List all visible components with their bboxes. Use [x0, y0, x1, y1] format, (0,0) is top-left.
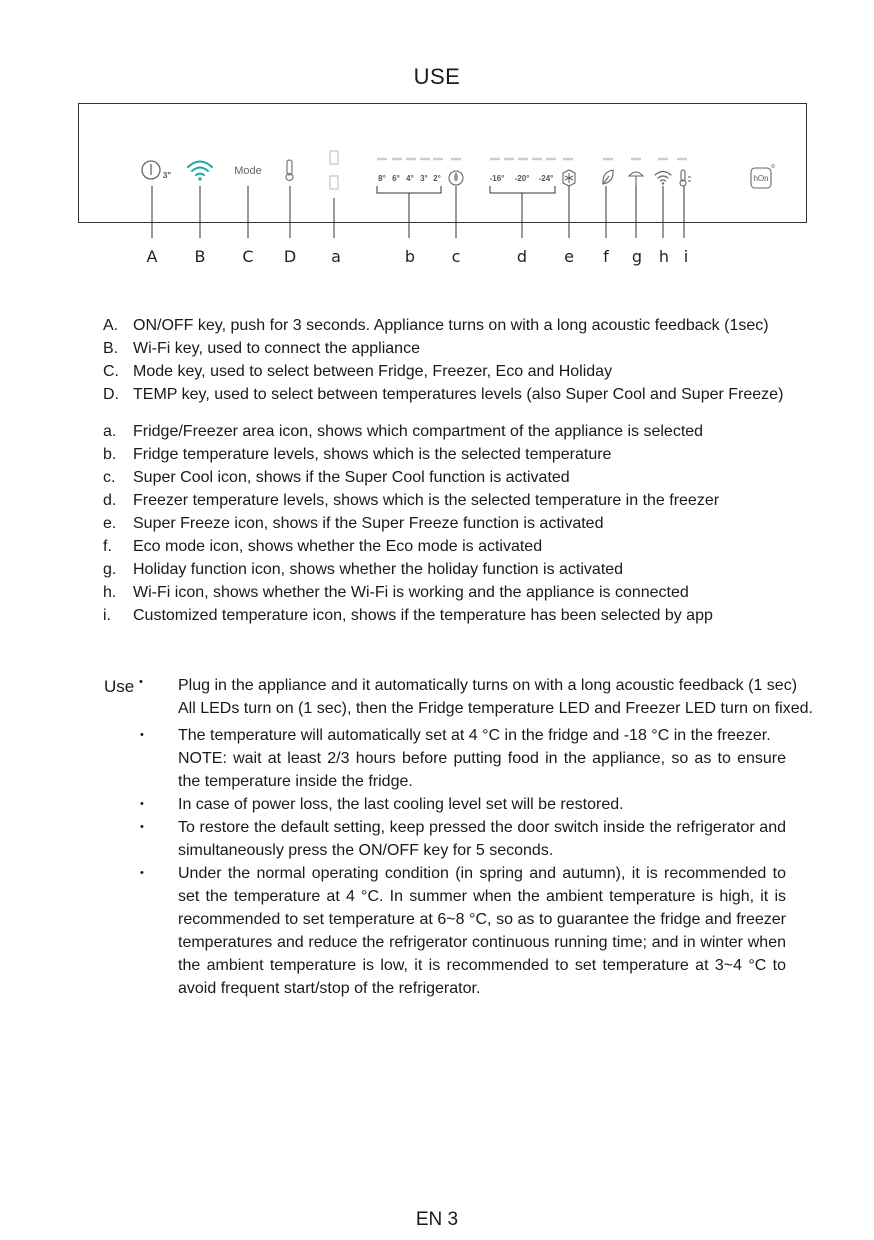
page-number: EN 3 [415, 1209, 459, 1230]
callout-letter: e [564, 247, 574, 266]
item-key: d. [103, 492, 117, 509]
item-text: All LEDs turn on (1 sec), then the Fridge temperature LED and Freezer LED turn on fixed. [178, 700, 813, 717]
compartment-icon [330, 151, 338, 189]
bullet: • [140, 729, 144, 741]
keys-legend [103, 314, 783, 406]
hon-logo-text: hOn [753, 174, 769, 183]
item-text: ON/OFF key, push for 3 seconds. Appliance turns on with a long acoustic feedback (1sec) [133, 317, 769, 334]
bullet: • [140, 821, 144, 833]
callout-letter: d [516, 247, 528, 266]
list-item [103, 535, 719, 558]
thermometer-icon [286, 160, 293, 181]
item-key: g. [103, 561, 117, 578]
list-item [140, 674, 850, 720]
page-title: USE [413, 64, 461, 89]
item-key: e. [103, 515, 117, 532]
list-item [140, 862, 850, 1000]
power-icon [142, 161, 160, 179]
fridge-temp-label: 8° [378, 174, 386, 183]
list-item [103, 466, 719, 489]
callout-letter: C [242, 247, 254, 266]
callout-letter: i [683, 247, 689, 266]
super-freeze-icon [563, 170, 575, 186]
list-item [103, 581, 719, 604]
bullet: • [140, 798, 144, 810]
item-key: B. [103, 340, 119, 357]
item-text: To restore the default setting, keep pressed the door switch inside the refrigerator and simultaneously press the ON/OFF key for 5 seconds. [178, 819, 786, 859]
hon-logo [751, 165, 774, 188]
item-text: The temperature will automatically set at 4 °C in the fridge and -18 °C in the freezer. [178, 727, 771, 744]
callout-letter: c [451, 247, 461, 266]
item-key: D. [103, 386, 119, 403]
callout-letter: B [194, 247, 206, 266]
bullet: • [140, 867, 144, 879]
fridge-temp-levels [378, 174, 441, 183]
freezer-temp-levels [490, 174, 554, 183]
use-instructions [140, 674, 850, 1000]
callout-letter: g [631, 247, 643, 266]
callout-letters [147, 247, 689, 266]
item-key: h. [103, 584, 117, 601]
list-item [103, 314, 783, 337]
item-text: Fridge temperature levels, shows which is the selected temperature [133, 446, 612, 463]
list-item [103, 489, 719, 512]
list-item [140, 793, 850, 816]
item-text: Mode key, used to select between Fridge, Freezer, Eco and Holiday [133, 363, 613, 380]
callout-letter: a [331, 247, 341, 266]
callout-letter: b [404, 247, 416, 266]
freezer-bracket [490, 186, 555, 193]
item-key: b. [103, 446, 117, 463]
callout-letter: D [283, 247, 297, 266]
callout-letter: A [146, 247, 158, 266]
item-text: Super Cool icon, shows if the Super Cool function is activated [133, 469, 570, 486]
list-item [103, 604, 719, 627]
item-text: Fridge/Freezer area icon, shows which compartment of the appliance is selected [133, 423, 704, 440]
list-item [103, 558, 719, 581]
item-key: c. [103, 469, 116, 486]
item-key: i. [103, 607, 111, 624]
list-item [103, 443, 719, 466]
onoff-hold-time: 3" [162, 171, 172, 180]
freezer-temp-label: -16° [489, 174, 505, 183]
item-text: Plug in the appliance and it automatically turns on with a long acoustic feedback (1 sec) [178, 677, 798, 694]
custom-temp-icon [680, 170, 691, 186]
item-text: Freezer temperature levels, shows which is the selected temperature in the freezer [133, 492, 720, 509]
fridge-temp-label: 4° [406, 174, 414, 183]
fridge-bracket [377, 186, 441, 193]
item-text: Customized temperature icon, shows if the temperature has been selected by app [133, 607, 713, 624]
fridge-temp-label: 3° [420, 174, 428, 183]
callout-letter: f [603, 247, 609, 266]
list-item [103, 337, 783, 360]
bullet: • [139, 676, 143, 688]
mode-key-label: Mode [234, 165, 262, 177]
list-item [103, 383, 783, 406]
item-text: Holiday function icon, shows whether the holiday function is activated [133, 561, 624, 578]
list-item [140, 724, 850, 793]
item-key: a. [103, 423, 117, 440]
item-text: Eco mode icon, shows whether the Eco mode is activated [133, 538, 543, 555]
callout-lines [152, 186, 684, 238]
super-cool-icon [449, 171, 463, 185]
fridge-temp-label: 6° [392, 174, 400, 183]
control-panel-diagram [0, 0, 874, 280]
fridge-temp-label: 2° [433, 174, 441, 183]
icons-legend [103, 420, 719, 627]
list-item [103, 420, 719, 443]
freezer-temp-label: -20° [514, 174, 530, 183]
holiday-umbrella-icon [629, 172, 643, 186]
item-text: Super Freeze icon, shows if the Super Freeze function is activated [133, 515, 604, 532]
use-section-label: Use [104, 677, 135, 696]
list-item [103, 360, 783, 383]
item-key: A. [103, 317, 119, 334]
item-key: f. [103, 538, 112, 555]
freezer-temp-label: -24° [538, 174, 554, 183]
callout-letter: h [658, 247, 670, 266]
item-key: C. [103, 363, 119, 380]
eco-leaf-icon [603, 170, 613, 184]
item-text: TEMP key, used to select between temperatures levels (also Super Cool and Super Freeze) [133, 386, 784, 403]
item-text: Wi-Fi icon, shows whether the Wi-Fi is working and the appliance is connected [133, 584, 689, 601]
item-note: NOTE: wait at least 2/3 hours before putting food in the appliance, so as to ensure the temperature inside the fridge. [178, 750, 786, 790]
list-item [103, 512, 719, 535]
wifi-key-icon [188, 162, 212, 181]
list-item [140, 816, 850, 862]
item-text: Wi-Fi key, used to connect the appliance [133, 340, 420, 357]
item-text: In case of power loss, the last cooling level set will be restored. [178, 796, 624, 813]
item-text: Under the normal operating condition (in spring and autumn), it is recommended to set the temperature at 4 °C. In summer when the ambient temperature is high, it is recommended to set temperature at 6~8 °C, so as to guarantee the fridge and freezer temperatures and reduce the refrigerator continuous running time; and in winter when the ambient temperature is low, it is recommended to set temperature at 3~4 °C to avoid frequent start/stop of the refrigerator. [178, 865, 786, 997]
wifi-status-icon [655, 172, 671, 185]
